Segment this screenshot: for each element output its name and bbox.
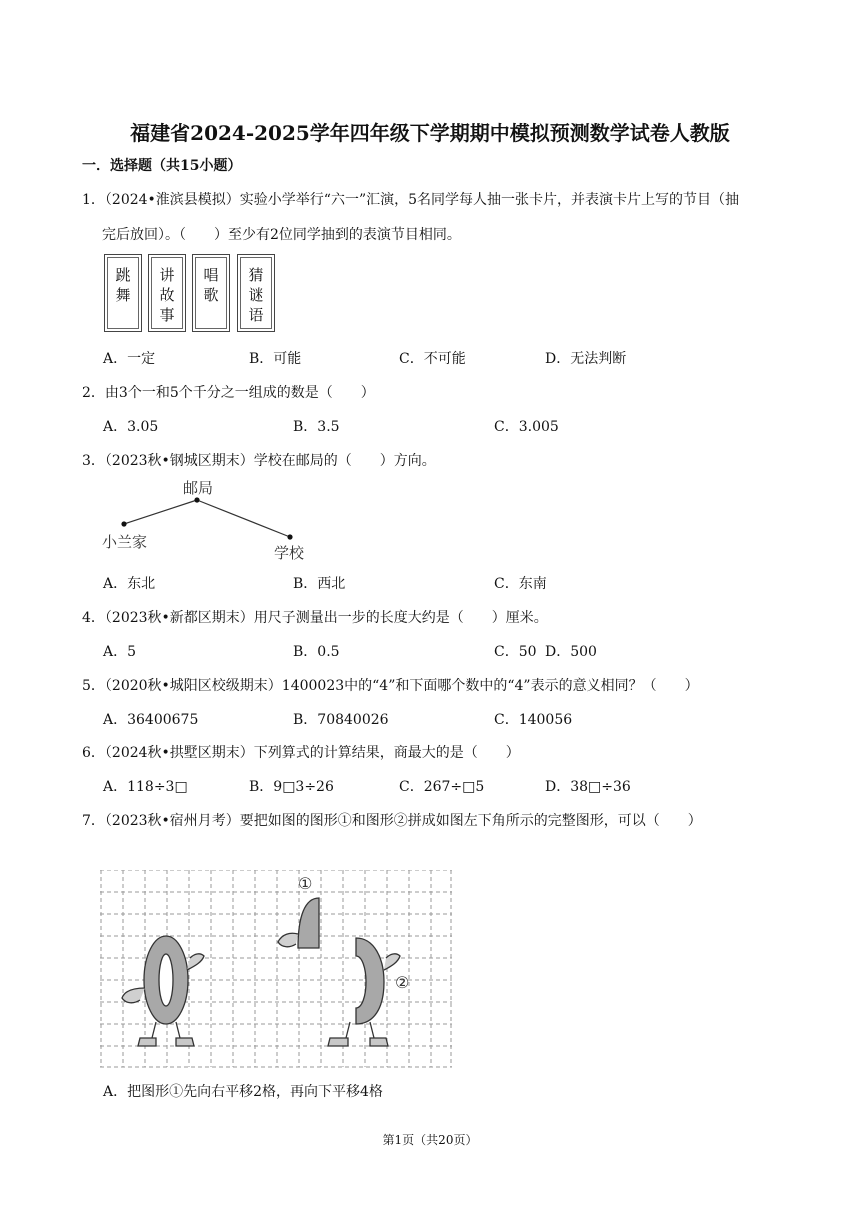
- q6-option-b[interactable]: B．9□3÷26: [249, 779, 334, 795]
- question-5: 5．（2020秋•城阳区校级期末）1400023中的“4”和下面哪个数中的“4”表示的意义相同？（ ）: [82, 678, 699, 694]
- q6-option-d[interactable]: D．38□÷36: [545, 779, 631, 795]
- q7-option-a[interactable]: A．把图形①先向右平移2格，再向下平移4格: [103, 1084, 383, 1100]
- piece-2-label: ②: [395, 973, 410, 992]
- map-label-post-office: 邮局: [183, 479, 214, 497]
- question-1-line-2: 完后放回）。（ ）至少有2位同学抽到的表演节目相同。: [102, 227, 461, 243]
- q2-option-c[interactable]: C．3.005: [494, 419, 559, 435]
- q4-option-a[interactable]: A．5: [103, 644, 137, 660]
- page-title: 福建省2024-2025学年四年级下学期期中模拟预测数学试卷人教版: [130, 121, 730, 145]
- question-4: 4．（2023秋•新都区期末）用尺子测量出一步的长度大约是（ ）厘米。: [82, 610, 548, 626]
- q6-option-a[interactable]: A．118÷3□: [103, 779, 188, 795]
- piece-2-figure: [328, 938, 400, 1046]
- q5-option-a[interactable]: A．36400675: [103, 712, 199, 728]
- card-riddles: 猜谜语: [237, 254, 275, 332]
- q4-option-b[interactable]: B．0.5: [293, 644, 340, 660]
- q3-option-c[interactable]: C．东南: [494, 576, 547, 592]
- piece-1-label: ①: [298, 874, 313, 893]
- card-dance: 跳舞: [104, 254, 142, 332]
- question-3: 3．（2023秋•钢城区期末）学校在邮局的（ ）方向。: [82, 453, 436, 469]
- section-heading: 一．选择题（共15小题）: [82, 158, 242, 174]
- q2-option-b[interactable]: B．3.5: [293, 419, 340, 435]
- page-footer: 第1页（共20页）: [382, 1133, 478, 1147]
- question-7: 7．（2023秋•宿州月考）要把如图的图形①和图形②拼成如图左下角所示的完整图形，可以（ ）: [82, 813, 702, 829]
- q6-option-c[interactable]: C．267÷□5: [399, 779, 485, 795]
- map-label-school: 学校: [274, 544, 305, 562]
- q2-option-a[interactable]: A．3.05: [103, 419, 159, 435]
- q5-option-c[interactable]: C．140056: [494, 712, 573, 728]
- q4-option-d[interactable]: D．500: [545, 644, 597, 660]
- q1-option-d[interactable]: D．无法判断: [545, 351, 627, 367]
- question-1-line-1: 1．（2024•淮滨县模拟）实验小学举行“六一”汇演，5名同学每人抽一张卡片，并表演卡片上写的节目（抽: [82, 192, 740, 208]
- complete-zero-figure: [122, 936, 204, 1046]
- card-storytelling: 讲故事: [148, 254, 186, 332]
- q5-option-b[interactable]: B．70840026: [293, 712, 389, 728]
- q4-option-c[interactable]: C．50: [494, 644, 537, 660]
- q3-option-b[interactable]: B．西北: [293, 576, 346, 592]
- q3-option-a[interactable]: A．东北: [103, 576, 156, 592]
- q1-option-c[interactable]: C．不可能: [399, 351, 466, 367]
- q1-option-b[interactable]: B．可能: [249, 351, 302, 367]
- question-6: 6．（2024秋•拱墅区期末）下列算式的计算结果，商最大的是（ ）: [82, 745, 520, 761]
- map-label-xiaolan-home: 小兰家: [102, 533, 148, 551]
- card-singing: 唱歌: [192, 254, 230, 332]
- question-2: 2．由3个一和5个千分之一组成的数是（ ）: [82, 385, 375, 401]
- q1-option-a[interactable]: A．一定: [103, 351, 156, 367]
